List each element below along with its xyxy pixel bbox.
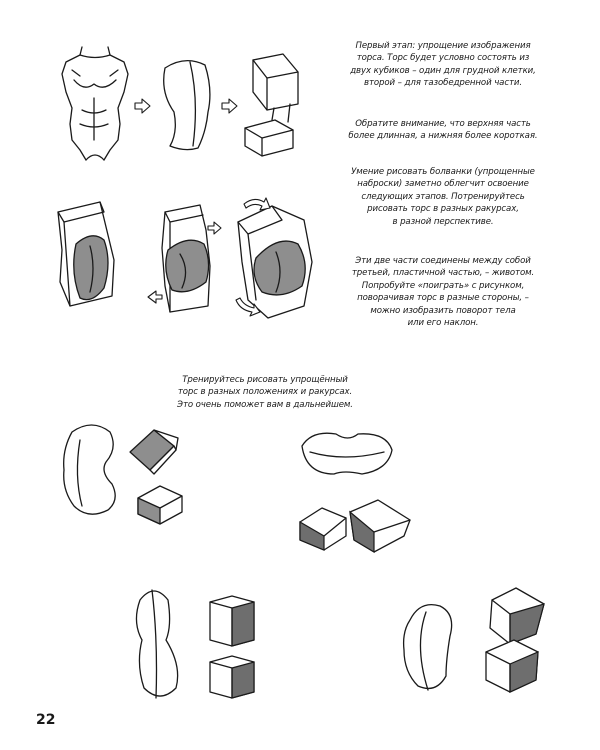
paragraph-abdomen: Эти две части соединены между собой третьей, пластичной частью, – животом. Попробуйте «поиграть» с рисунком, поворачивая торс в разные стороны, – можно изобразить поворот тела или его наклон. bbox=[351, 256, 535, 329]
arrow-right-icon bbox=[135, 99, 150, 113]
practice-caption: Тренируйтесь рисовать упрощённый торс в разных положениях и ракурсах. Это очень поможет вам в дальнейшем. bbox=[177, 375, 353, 410]
arrow-left-icon bbox=[148, 291, 162, 303]
box-torso-tilt bbox=[238, 206, 312, 318]
page-number: 22 bbox=[36, 712, 56, 728]
curved-arrow-icon bbox=[244, 198, 270, 210]
paragraph-first-stage: Первый этап: упрощение изображения торса. Торс будет условно состоять из двух кубиков – один для грудной клетки, второй – для тазобедренной части. bbox=[350, 41, 536, 89]
bean-and-boxes-2 bbox=[300, 433, 410, 552]
paragraph-proportions: Обратите внимание, что верхняя часть более длинная, а нижняя более короткая. bbox=[348, 119, 538, 142]
arrow-right-icon bbox=[222, 99, 237, 113]
torso-sketch bbox=[62, 47, 128, 160]
bean-and-boxes-1 bbox=[64, 425, 182, 524]
simplified-torso bbox=[164, 61, 210, 150]
bean-and-boxes-3 bbox=[136, 590, 254, 698]
box-torso-front bbox=[58, 202, 114, 306]
paragraph-practice: Умение рисовать болванки (упрощенные наброски) заметно облегчит освоение следующих этапов. Потренируйтесь рисовать торс в разных ракурсах, в разной перспективе. bbox=[351, 167, 535, 227]
two-box-torso bbox=[245, 54, 298, 156]
box-torso-twist bbox=[162, 205, 210, 312]
bean-and-boxes-4 bbox=[404, 588, 544, 692]
arrow-right-icon bbox=[208, 222, 221, 234]
